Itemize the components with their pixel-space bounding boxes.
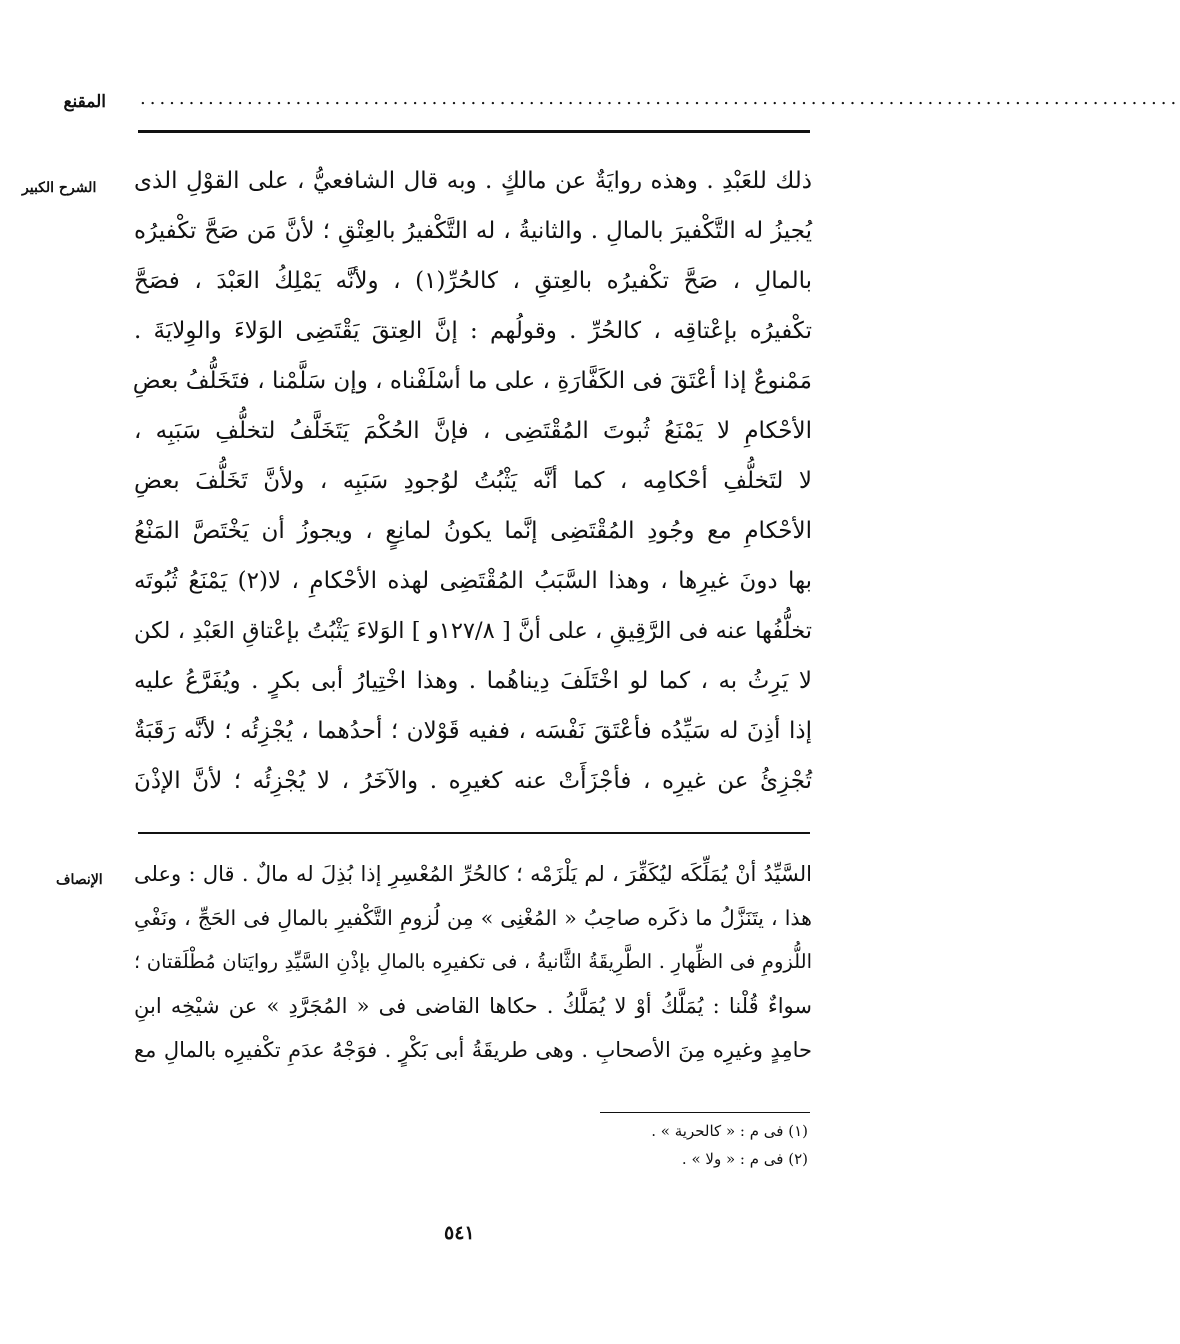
sharh-line: مَمْنوعٌ إذا أعْتَقَ فى الكَفَّارَةِ ، على ما أسْلَفْناه ، وإن سَلَّمْنا ، فتَخَلُّفُ بعضِ: [132, 368, 812, 394]
sharh-line: لا لتَخلُّفِ أحْكامِه ، كما أنَّه يَثْبُتُ لوُجودِ سَبَبِه ، ولأنَّ تَخَلُّفَ بعضِ: [134, 468, 812, 494]
sharh-line: تخلُّفُها عنه فى الرَّقِيقِ ، على أنَّ [ ١٢٧/٨و ] الوَلاءَ يَثْبُتُ بإعْتاقِ العَبْدِ ، لكن: [134, 618, 812, 644]
section-divider-rule: [138, 832, 810, 834]
side-label-sharh: الشرح الكبير: [22, 180, 97, 196]
sharh-line: يُجيزُ له التَّكْفيرَ بالمالِ . والثانيةُ ، له التَّكْفيرُ بالعِتْقِ ؛ لأنَّ مَن صَحَّ تكْفيرُه: [134, 218, 812, 244]
running-header-title: المقنع: [63, 92, 106, 112]
sharh-line: لا يَرِثُ به ، كما لو اخْتَلَفَ دِيناهُما . وهذا اخْتِيارُ أبى بكرٍ . ويُفَرَّعُ عليه: [134, 668, 812, 694]
sharh-line: تكْفيرُه بإعْتاقِه ، كالحُرِّ . وقولُهم : إنَّ العِتقَ يَقْتَضِى الوَلاءَ والوِلايَةَ .: [134, 318, 812, 344]
sharh-line: الأحْكامِ لا يَمْنَعُ ثُبوتَ المُقْتَضِى ، فإنَّ الحُكْمَ يَتَخَلَّفُ لتخلُّفِ سَبَبِه ،: [134, 418, 812, 444]
footnote: (١) فى م : « كالحرية » .: [651, 1122, 808, 1140]
insaf-line: سواءٌ قُلْنا : يُمَلَّكُ أوْ لا يُمَلَّكُ . حكاها القاضى فى « المُجَرَّدِ » عن شيْخِه ابنِ: [134, 994, 812, 1018]
header-dot-leader: ...........................................................................................................: [140, 88, 1180, 109]
footnote-rule: [600, 1112, 810, 1113]
header-rule: [138, 130, 810, 133]
insaf-line: اللُّزومِ فى الظِّهارِ . الطَّرِيقَةُ الثَّانيةُ ، فى تكفيرِه بالمالِ بإذْنِ السَّيِّدِ روايَتان مُطْلَقتان ؛: [134, 950, 812, 973]
sharh-line: ذلك للعَبْدِ . وهذه روايَةٌ عن مالكٍ . وبه قال الشافعيُّ ، على القوْلِ الذى: [134, 168, 812, 194]
insaf-line: السَّيِّدُ أنْ يُمَلِّكَه ليُكَفِّرَ ، لم يَلْزَمْه ؛ كالحُرِّ المُعْسِرِ إذا بُذِلَ له مالٌ . قال : وعلى: [134, 862, 812, 886]
footnote: (٢) فى م : « ولا » .: [681, 1150, 808, 1168]
insaf-line: حامِدٍ وغيرِه مِنَ الأصحابِ . وهى طريقَةُ أبى بَكْرٍ . فوَجْهُ عدَمِ تكْفيرِه بالمالِ مع: [134, 1038, 812, 1062]
sharh-line: بالمالِ ، صَحَّ تكْفيرُه بالعِتقِ ، كالحُرِّ(١) ، ولأنَّه يَمْلِكُ العَبْدَ ، فصَحَّ: [134, 268, 812, 294]
sharh-text-block: [134, 156, 812, 806]
sharh-line: الأحْكامِ مع وجُودِ المُقْتَضِى إنَّما يكونُ لمانِعٍ ، ويجوزُ أن يَخْتَصَّ المَنْعُ: [134, 518, 812, 544]
insaf-text-block: [134, 852, 812, 1072]
sharh-line: إذا أذِنَ له سَيِّدُه فأعْتَقَ نَفْسَه ، ففيه قَوْلان ؛ أحدُهما ، يُجْزِئُه ؛ لأنَّه رَقَبَةٌ: [134, 718, 812, 744]
page-number: ٥٤١: [444, 1222, 475, 1244]
sharh-line: تُجْزِئُ عن غيرِه ، فأجْزَأَتْ عنه كغيرِه . والآخَرُ ، لا يُجْزِئُه ؛ لأنَّ الإذْنَ: [134, 768, 812, 794]
insaf-line: هذا ، يتَنَزَّلُ ما ذكَره صاحِبُ « المُغْنِى » مِن لُزومِ التَّكْفيرِ بالمالِ فى الحَجِّ ، ونَفْىِ: [134, 906, 812, 930]
side-label-insaf: الإنصاف: [56, 872, 103, 888]
sharh-line: بها دونَ غيرِها ، وهذا السَّبَبُ المُقْتَضِى لهذه الأحْكامِ ، لا(٢) يَمْنَعُ ثُبُوتَه: [134, 568, 813, 594]
